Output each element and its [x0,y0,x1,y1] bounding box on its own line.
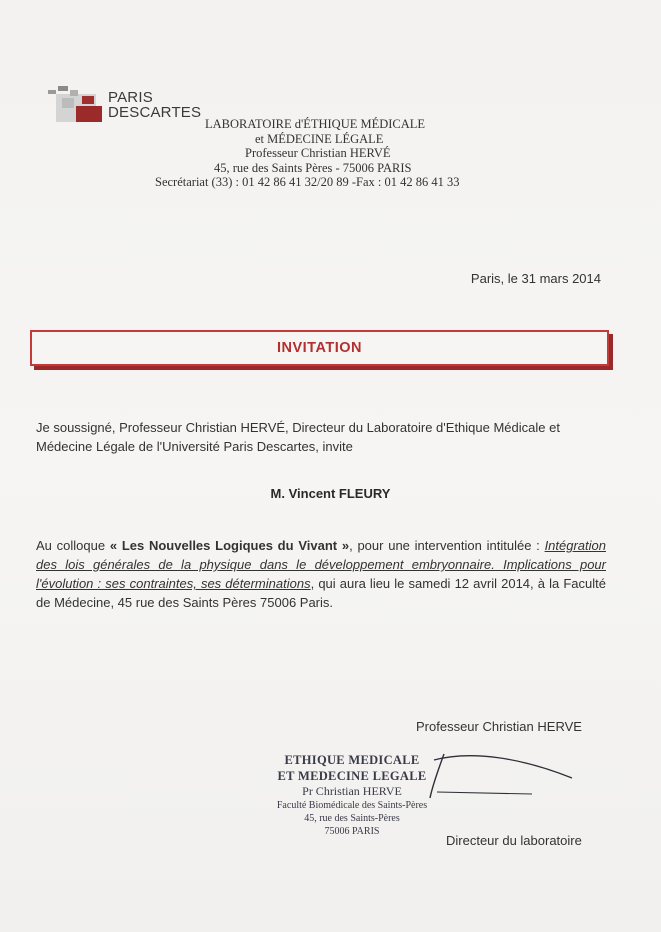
colloque-name: « Les Nouvelles Logiques du Vivant » [109,538,350,553]
paris-descartes-logo-icon [46,84,104,124]
invitee-name: M. Vincent FLEURY [270,486,391,501]
stamp-line-5: 45, rue des Saints-Pères [304,813,400,824]
handwritten-signature-icon [382,748,582,808]
intro-paragraph: Je soussigné, Professeur Christian HERVÉ, Directeur du Laboratoire d'Ethique Médicale et Médecine Légale de l'Université Paris Descartes, invite [36,420,560,454]
stamp-line-2: ET MEDECINE LEGALE [277,769,427,783]
banner-title: INVITATION [276,340,362,356]
invitation-paragraph [36,536,606,612]
p2-mid: , pour une intervention intitulée : [349,538,545,553]
stamp-line-4: Faculté Biomédicale des Saints-Pères [276,800,428,811]
invitation-banner [30,330,609,366]
p2-lead: Au colloque [36,538,110,553]
stamp-line-3: Pr Christian HERVE [302,784,402,798]
letter-date: Paris, le 31 mars 2014 [470,271,601,286]
lab-professor: Professeur Christian HERVÉ [245,146,391,160]
lab-phone-fax: Secrétariat (33) : 01 42 86 41 32/20 89 -Fax : 01 42 86 41 33 [155,175,460,189]
talk-title: Intégration des lois générales de la physique dans le développement embryonnaire. Implications pour l'évolution : ses contraintes, ses déterminations [36,538,606,591]
lab-subname: et MÉDECINE LÉGALE [255,132,384,146]
lab-name: LABORATOIRE d'ÉTHIQUE MÉDICALE [205,117,426,131]
signatory-name: Professeur Christian HERVE [416,719,582,734]
stamp-line-6: 75006 PARIS [324,826,380,837]
lab-address: 45, rue des Saints Pères - 75006 PARIS [214,161,412,175]
stamp-line-1: ETHIQUE MEDICALE [284,753,420,767]
logo-line-2: DESCARTES [108,104,202,121]
p2-end: , qui aura lieu le samedi 12 avril 2014, à la Faculté de Médecine, 45 rue des Saints Pères 75006 Paris. [36,576,606,610]
logo-line-1: PARIS [108,89,153,106]
director-title: Directeur du laboratoire [446,833,582,848]
logo-wordmark [108,90,201,120]
